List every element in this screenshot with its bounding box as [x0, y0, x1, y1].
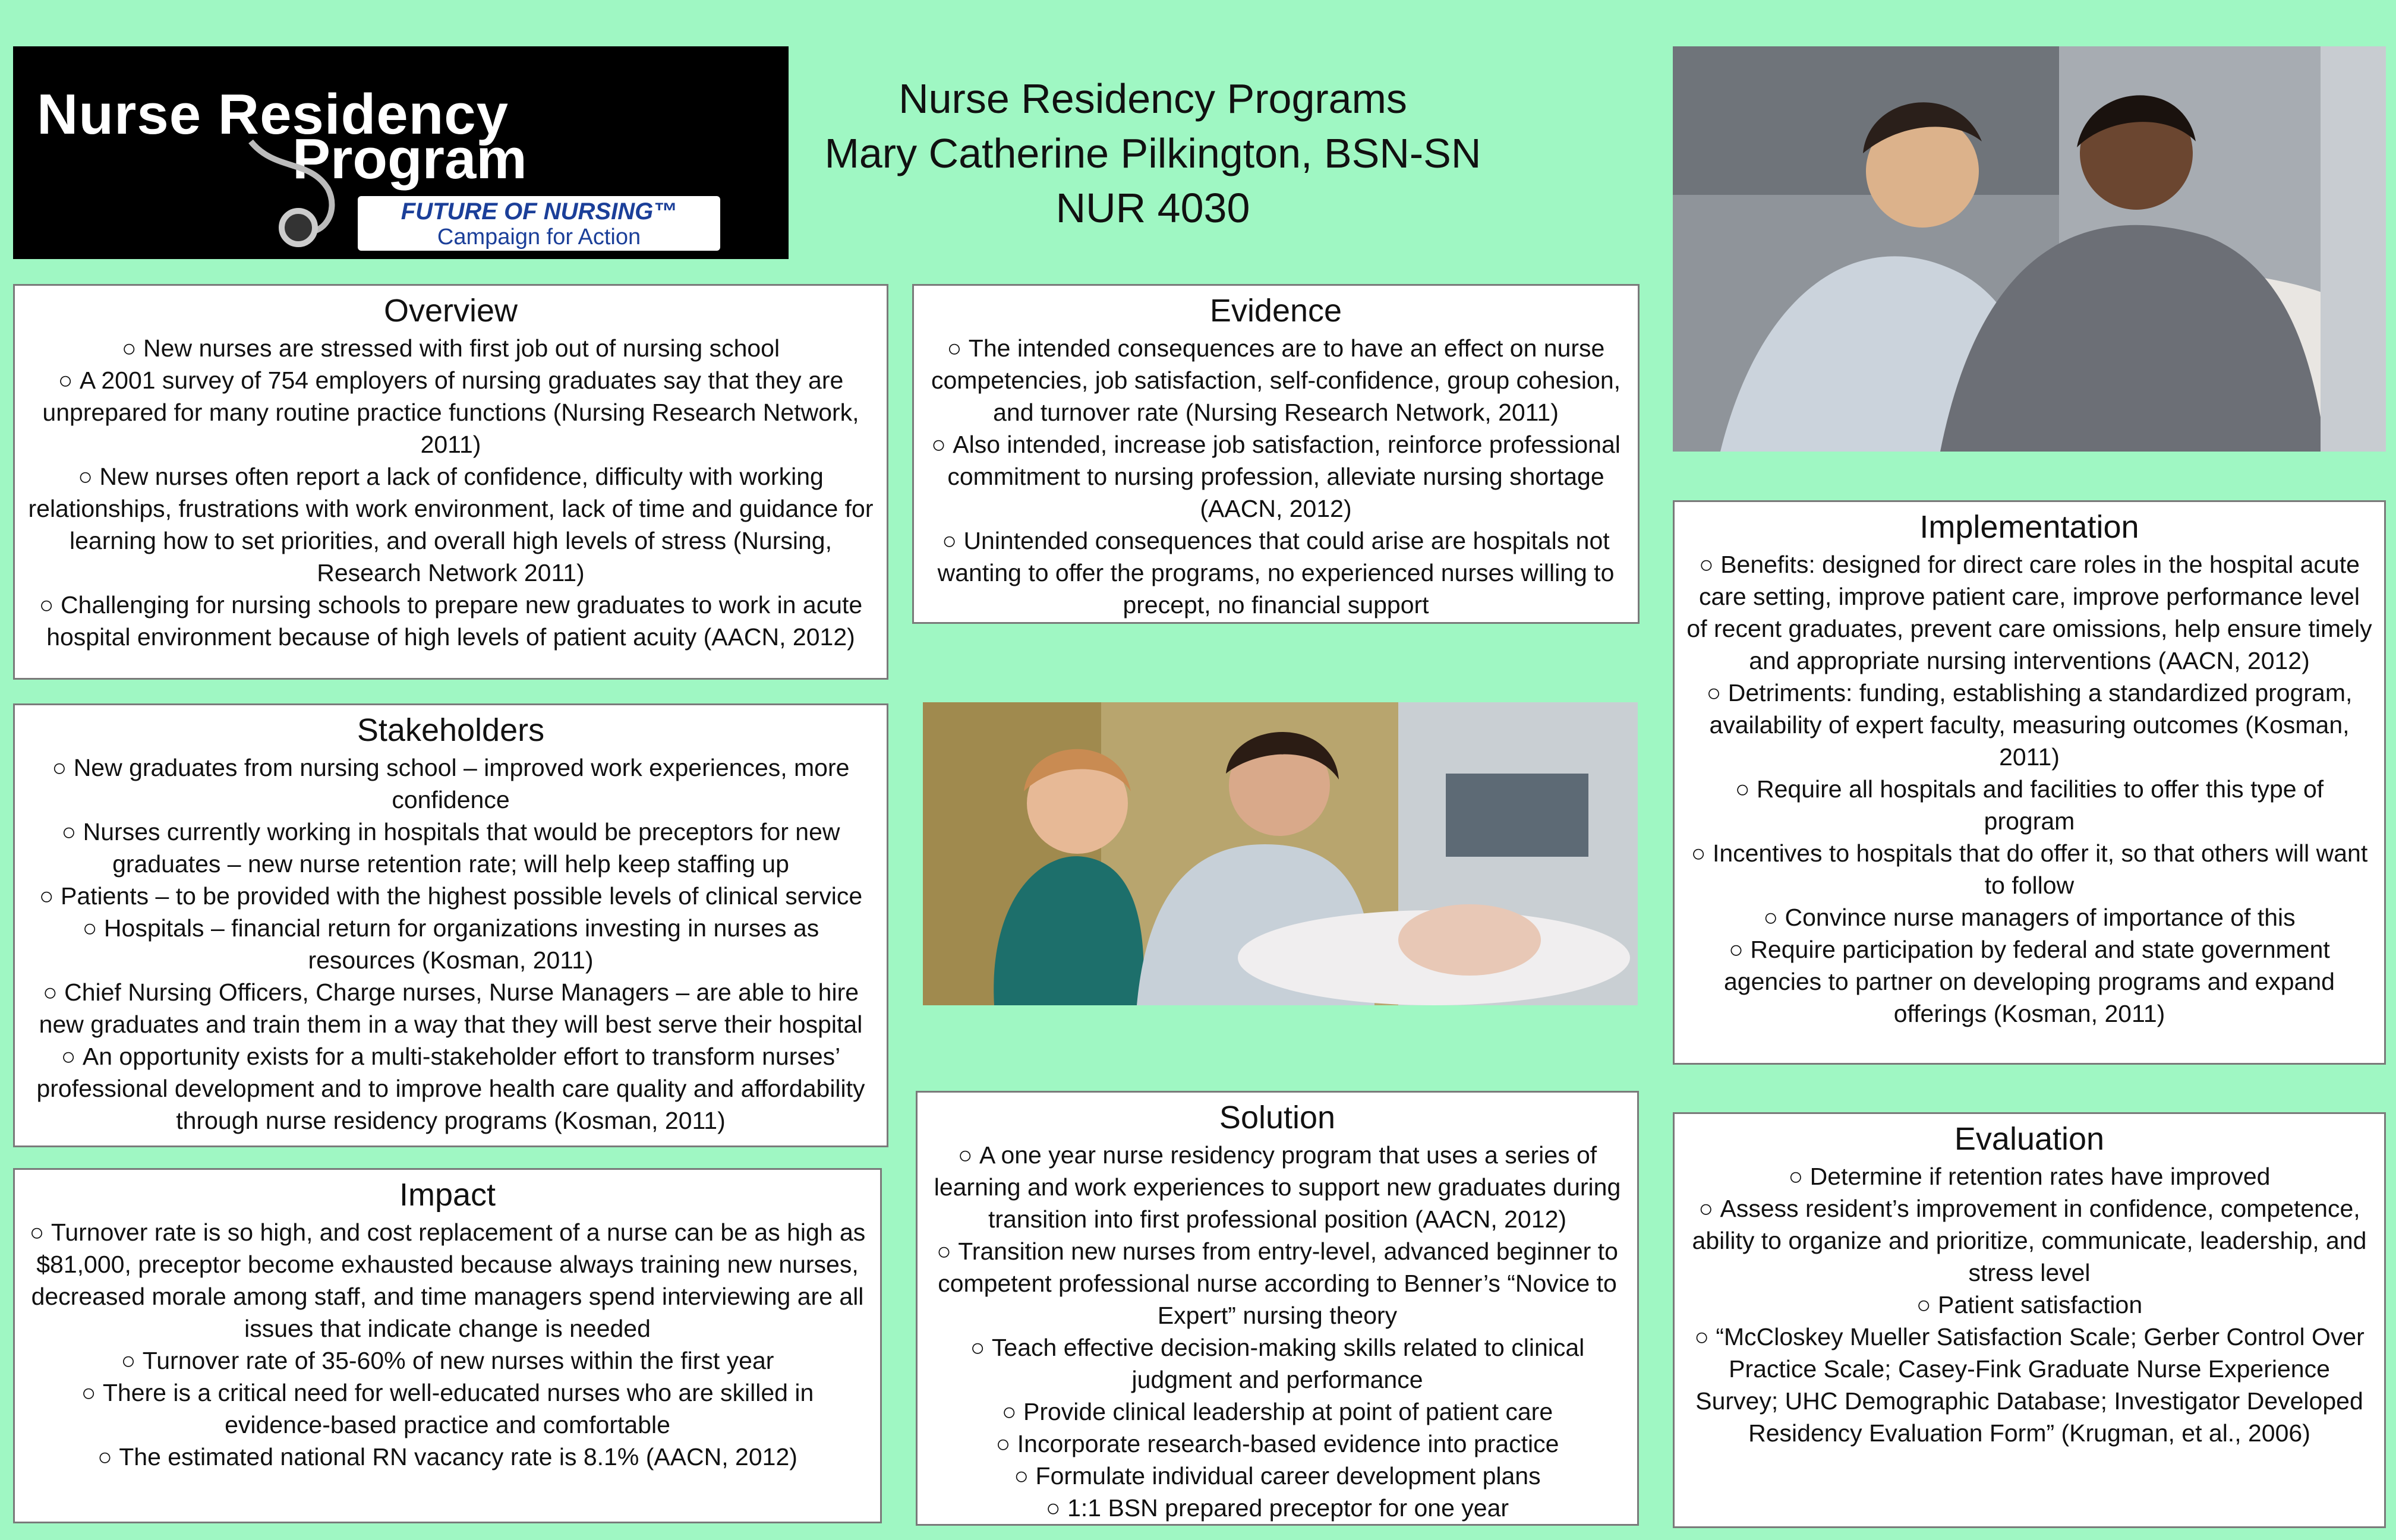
solution-section [916, 1091, 1639, 1526]
list-item: ○ Challenging for nursing schools to prepare new graduates to work in acute hospital environment because of high levels of patient acuity (AACN, 2012) [27, 589, 875, 653]
list-item: ○ Detriments: funding, establishing a standardized program, availability of expert faculty, measuring outcomes (Kosman, 2011) [1686, 677, 2372, 773]
list-item: ○ Chief Nursing Officers, Charge nurses, Nurse Managers – are able to hire new graduates and train them in a way that they will best serve their hospital [27, 976, 875, 1040]
list-item: ○ Patient satisfaction [1686, 1289, 2372, 1321]
program-logo [13, 46, 789, 259]
list-item: ○ There is a critical need for well-educated nurses who are skilled in evidence-based practice and comfortable [27, 1377, 868, 1441]
nicu-photo [923, 702, 1638, 1005]
list-item: ○ New graduates from nursing school – improved work experiences, more confidence [27, 752, 875, 816]
title-text: Nurse Residency Programs [898, 75, 1407, 122]
overview-heading: Overview [383, 293, 518, 329]
list-item: ○ Require all hospitals and facilities to offer this type of program [1686, 773, 2372, 837]
evidence-heading: Evidence [1209, 293, 1342, 329]
evaluation-list [1686, 1160, 2372, 1449]
evidence-section [912, 284, 1640, 624]
list-item: ○ Patients – to be provided with the highest possible levels of clinical service [27, 880, 875, 912]
list-item: ○ Incentives to hospitals that do offer it, so that others will want to follow [1686, 837, 2372, 901]
badge-line1: FUTURE OF NURSING™ [401, 198, 677, 225]
list-item: ○ Provide clinical leadership at point of patient care [929, 1396, 1625, 1428]
list-item: ○ Also intended, increase job satisfaction, reinforce professional commitment to nursing profession, alleviate nursing shortage (AACN, 2012) [926, 428, 1626, 525]
list-item: ○ Nurses currently working in hospitals that would be preceptors for new graduates – new nurse retention rate; will help keep staffing up [27, 816, 875, 880]
list-item: ○ Determine if retention rates have improved [1686, 1160, 2372, 1192]
list-item: ○ “McCloskey Mueller Satisfaction Scale; Gerber Control Over Practice Scale; Casey-Fink Graduate Nurse Experience Survey; UHC Demographic Database; Investigator Developed Residency Evaluation Form” (Krugman, et al., 2006) [1686, 1321, 2372, 1449]
list-item: ○ New nurses are stressed with first job out of nursing school [27, 332, 875, 364]
list-item: ○ The intended consequences are to have an effect on nurse competencies, job satisfaction, self-confidence, group cohesion, and turnover rate (Nursing Research Network, 2011) [926, 332, 1626, 428]
list-item: ○ 1:1 BSN prepared preceptor for one year [929, 1492, 1625, 1524]
stakeholders-list [27, 752, 875, 1137]
list-item: ○ Benefits: designed for direct care roles in the hospital acute care setting, improve patient care, improve performance level of recent graduates, prevent care omissions, help ensure timely and appropriate nursing interventions (AACN, 2012) [1686, 548, 2372, 677]
list-item: ○ A one year nurse residency program that uses a series of learning and work experiences to support new graduates during transition into first professional position (AACN, 2012) [929, 1139, 1625, 1235]
stakeholders-section [13, 703, 888, 1147]
list-item: ○ The estimated national RN vacancy rate is 8.1% (AACN, 2012) [27, 1441, 868, 1473]
overview-section [13, 284, 888, 680]
list-item: ○ An opportunity exists for a multi-stakeholder effort to transform nurses’ professional development and to improve health care quality and affordability through nurse residency programs (Kosman, 2011) [27, 1040, 875, 1137]
list-item: ○ Turnover rate is so high, and cost replacement of a nurse can be as high as $81,000, preceptor become exhausted because always training new nurses, decreased morale among staff, and time managers spend interviewing are all issues that indicate change is needed [27, 1216, 868, 1345]
list-item: ○ Transition new nurses from entry-level, advanced beginner to competent professional nurse according to Benner’s “Novice to Expert” nursing theory [929, 1235, 1625, 1331]
implementation-section [1673, 500, 2386, 1065]
list-item: ○ Unintended consequences that could arise are hospitals not wanting to offer the programs, no experienced nurses willing to precept, no financial support [926, 525, 1626, 621]
logo-line2: Program [292, 127, 527, 191]
list-item: ○ Teach effective decision-making skills related to clinical judgment and performance [929, 1331, 1625, 1396]
evidence-list [926, 332, 1626, 621]
list-item: ○ Convince nurse managers of importance of this [1686, 901, 2372, 933]
impact-heading: Impact [399, 1177, 496, 1213]
author-text: Mary Catherine Pilkington, BSN-SN [824, 130, 1481, 176]
poster-title [796, 71, 1509, 235]
implementation-heading: Implementation [1919, 509, 2139, 545]
list-item: ○ New nurses often report a lack of confidence, difficulty with working relationships, frustrations with work environment, lack of time and guidance for learning how to set priorities, and overall high levels of stress (Nursing, Research Network 2011) [27, 460, 875, 589]
evaluation-section [1673, 1112, 2386, 1528]
list-item: ○ Turnover rate of 35-60% of new nurses within the first year [27, 1345, 868, 1377]
list-item: ○ A 2001 survey of 754 employers of nursing graduates say that they are unprepared for many routine practice functions (Nursing Research Network, 2011) [27, 364, 875, 460]
impact-section [13, 1168, 882, 1523]
course-text: NUR 4030 [1055, 185, 1250, 231]
stethoscope-icon [239, 135, 358, 254]
list-item: ○ Assess resident’s improvement in confidence, competence, ability to organize and prioritize, communicate, leadership, and stress level [1686, 1192, 2372, 1289]
list-item: ○ Incorporate research-based evidence into practice [929, 1428, 1625, 1460]
badge-line2: Campaign for Action [437, 225, 641, 250]
campaign-badge [358, 196, 720, 251]
implementation-list [1686, 548, 2372, 1030]
impact-list [27, 1216, 868, 1473]
solution-list [929, 1139, 1625, 1524]
list-item: ○ Formulate individual career development plans [929, 1460, 1625, 1492]
solution-heading: Solution [1219, 1100, 1336, 1135]
list-item: ○ Hospitals – financial return for organizations investing in nurses as resources (Kosman, 2011) [27, 912, 875, 976]
list-item: ○ Require participation by federal and state government agencies to partner on developing programs and expand offerings (Kosman, 2011) [1686, 933, 2372, 1030]
stakeholders-heading: Stakeholders [357, 712, 545, 748]
nurses-photo [1673, 46, 2386, 452]
evaluation-heading: Evaluation [1954, 1121, 2105, 1157]
overview-list [27, 332, 875, 653]
logo-line1: Nurse Residency [37, 83, 509, 146]
